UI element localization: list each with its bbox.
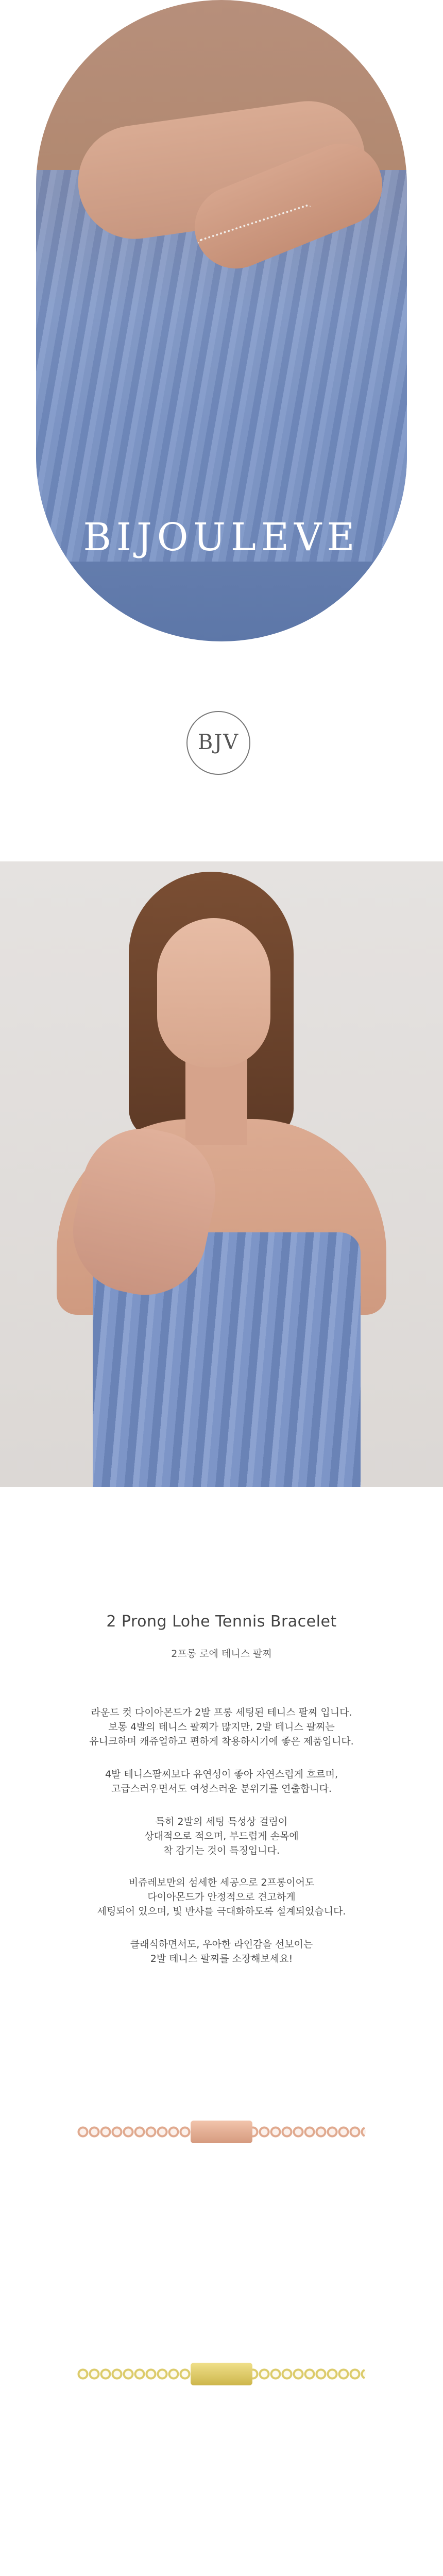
- description-line: 착 감기는 것이 특징입니다.: [163, 1845, 280, 1856]
- product-title: 2 Prong Lohe Tennis Bracelet: [106, 1613, 337, 1631]
- model-photo: [0, 861, 443, 1487]
- description-paragraph-4: [0, 1875, 443, 1919]
- description-paragraph-5: [0, 1937, 443, 1966]
- description-line: 상대적으로 적으며, 부드럽게 손목에: [144, 1831, 299, 1842]
- description-line: 유니크하며 캐쥬얼하고 편하게 착용하시기에 좋은 제품입니다.: [89, 1736, 354, 1747]
- bracelet-clasp: [191, 2363, 252, 2385]
- description-line: 고급스러우면서도 여성스러운 분위기를 연출합니다.: [111, 1783, 332, 1794]
- description-line: 2발 테니스 팔찌를 소장해보세요!: [150, 1953, 293, 1964]
- product-subtitle: 2프롱 로에 테니스 팔찌: [171, 1648, 272, 1659]
- description-paragraph-2: [0, 1767, 443, 1796]
- description-paragraph-3: [0, 1815, 443, 1858]
- description-line: 클래식하면서도, 우아한 라인감을 선보이는: [130, 1939, 313, 1950]
- monogram-logo: BJV: [186, 711, 250, 775]
- bracelet-clasp: [191, 2121, 252, 2143]
- description-line: 보통 4발의 테니스 팔찌가 많지만, 2발 테니스 팔찌는: [108, 1721, 335, 1733]
- description-line: 세팅되어 있으며, 빛 반사를 극대화하도록 설계되었습니다.: [97, 1906, 346, 1917]
- description-line: 특히 2발의 세팅 특성상 걸림이: [155, 1816, 288, 1827]
- description-line: 라운드 컷 다이아몬드가 2발 프롱 세팅된 테니스 팔찌 입니다.: [91, 1707, 352, 1718]
- model-neck: [185, 1057, 247, 1145]
- description-line: 비쥬레보만의 섬세한 세공으로 2프롱이어도: [128, 1877, 315, 1888]
- description-line: 4발 테니스팔찌보다 유연성이 좋아 자연스럽게 흐르며,: [105, 1769, 338, 1780]
- bracelet-yellow-gold: [77, 2360, 366, 2388]
- model-face: [157, 918, 270, 1067]
- hero-image: [36, 0, 407, 641]
- description-line: 다이아몬드가 안정적으로 견고하게: [147, 1891, 296, 1903]
- brand-wordmark: BIJOULEVE: [83, 515, 360, 560]
- bracelet-rose-gold: [77, 2117, 366, 2146]
- description-paragraph-1: [0, 1705, 443, 1749]
